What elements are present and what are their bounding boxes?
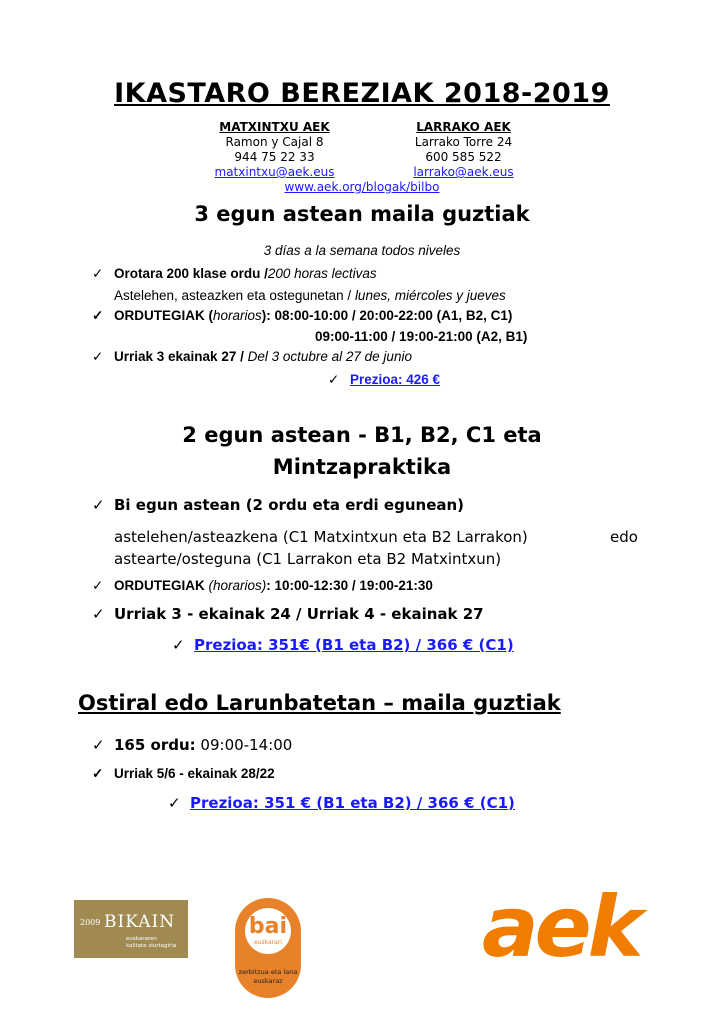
check-icon: ✓ bbox=[92, 496, 105, 514]
contact-address: Larrako Torre 24 bbox=[414, 135, 513, 149]
section1-price: Prezioa: 426 € bbox=[350, 372, 441, 387]
section1-hours bbox=[92, 266, 377, 282]
hours-value: 09:00-14:00 bbox=[195, 736, 293, 754]
section3-price-row bbox=[168, 794, 515, 812]
section2-bullet1 bbox=[92, 496, 464, 514]
check-icon: ✓ bbox=[92, 308, 104, 323]
bai-word: bai bbox=[248, 914, 288, 939]
section2-dates bbox=[92, 605, 484, 623]
schedule-italic: (horarios) bbox=[208, 578, 267, 593]
section1-schedule-line2: 09:00-11:00 / 19:00-21:00 (A2, B1) bbox=[315, 329, 528, 344]
section2-heading-line2: Mintzapraktika bbox=[272, 455, 452, 479]
website-link[interactable]: www.aek.org/blogak/bilbo bbox=[284, 180, 440, 194]
hours-bold: Orotara 200 klase ordu / bbox=[114, 266, 268, 281]
bullet1-text: Bi egun astean (2 ordu eta erdi egunean) bbox=[114, 496, 465, 514]
schedule-label: ORDUTEGIAK bbox=[114, 578, 205, 593]
contact-address: Ramon y Cajal 8 bbox=[225, 135, 324, 149]
contact-larrako bbox=[396, 120, 531, 180]
bikain-logo bbox=[74, 900, 188, 958]
section2-detail1-edo: edo bbox=[610, 528, 638, 546]
section2-price: Prezioa: 351€ (B1 eta B2) / 366 € (C1) bbox=[194, 636, 514, 654]
section1-days bbox=[114, 288, 506, 303]
check-icon: ✓ bbox=[172, 636, 185, 654]
bai-caption1: zerbitzua eta lana bbox=[238, 968, 298, 976]
check-icon: ✓ bbox=[92, 266, 104, 281]
check-icon: ✓ bbox=[92, 736, 105, 754]
section1-subheading: 3 días a la semana todos niveles bbox=[263, 243, 461, 258]
bai-caption2: euskaraz bbox=[253, 977, 283, 985]
check-icon: ✓ bbox=[92, 766, 104, 781]
section2-detail1: astelehen/asteazkena (C1 Matxintxun eta B2 Larrakon) bbox=[114, 528, 528, 546]
section1-heading: 3 egun astean maila guztiak bbox=[194, 202, 530, 226]
bikain-year: 2009 bbox=[80, 918, 101, 927]
contact-phone: 600 585 522 bbox=[425, 150, 502, 164]
section2-detail2: astearte/osteguna (C1 Larrakon eta B2 Matxintxun) bbox=[114, 550, 502, 568]
schedule-italic: horarios bbox=[213, 308, 262, 323]
check-icon: ✓ bbox=[92, 349, 104, 364]
hours-bold: 165 ordu: bbox=[114, 736, 196, 754]
dates-text: Urriak 5/6 - ekainak 28/22 bbox=[114, 766, 275, 781]
dates-bold: Urriak 3 ekainak 27 / bbox=[114, 349, 248, 364]
days-italic: lunes, miércoles y jueves bbox=[354, 288, 506, 303]
check-icon: ✓ bbox=[92, 578, 104, 593]
bikain-sub1: euskararen bbox=[126, 936, 157, 942]
schedule-label: ORDUTEGIAK ( bbox=[114, 308, 213, 323]
hours-italic: 200 horas lectivas bbox=[267, 266, 377, 281]
contact-name: MATXINTXU AEK bbox=[219, 120, 330, 134]
page-title: IKASTARO BEREZIAK 2018-2019 bbox=[114, 78, 610, 109]
aek-text: aek bbox=[482, 878, 640, 976]
section3-dates bbox=[92, 766, 275, 782]
section2-schedule bbox=[92, 578, 433, 594]
check-icon: ✓ bbox=[92, 605, 105, 623]
section1-price-row bbox=[328, 372, 440, 388]
bai-euskarari-logo bbox=[235, 898, 301, 998]
bai-sub: euskarari bbox=[254, 939, 282, 946]
aek-logo bbox=[478, 878, 640, 988]
contact-email-link[interactable]: matxintxu@aek.eus bbox=[214, 165, 335, 179]
contact-name: LARRAKO AEK bbox=[416, 120, 511, 134]
check-icon: ✓ bbox=[328, 372, 340, 387]
section2-heading-line1: 2 egun astean - B1, B2, C1 eta bbox=[182, 423, 542, 447]
section3-price: Prezioa: 351 € (B1 eta B2) / 366 € (C1) bbox=[190, 794, 515, 812]
section1-schedule bbox=[92, 308, 512, 324]
bikain-name: BIKAIN bbox=[104, 912, 176, 932]
contact-email-link[interactable]: larrako@aek.eus bbox=[413, 165, 514, 179]
section1-dates bbox=[92, 349, 412, 365]
contact-matxintxu bbox=[212, 120, 337, 180]
bikain-sub2: kalitate ziurtagiria bbox=[126, 943, 177, 949]
section3-hours bbox=[92, 736, 292, 754]
dates-italic: Del 3 octubre al 27 de junio bbox=[247, 349, 412, 364]
days-text: Astelehen, asteazken eta ostegunetan / bbox=[114, 288, 355, 303]
section3-heading: Ostiral edo Larunbatetan – maila guztiak bbox=[78, 691, 561, 715]
dates-text: Urriak 3 - ekainak 24 / Urriak 4 - ekainak 27 bbox=[114, 605, 484, 623]
section2-price-row bbox=[172, 636, 514, 654]
schedule-value: : 10:00-12:30 / 19:00-21:30 bbox=[266, 578, 433, 593]
check-icon: ✓ bbox=[168, 794, 181, 812]
schedule-line1: ): 08:00-10:00 / 20:00-22:00 (A1, B2, C1) bbox=[261, 308, 513, 323]
contact-phone: 944 75 22 33 bbox=[234, 150, 315, 164]
